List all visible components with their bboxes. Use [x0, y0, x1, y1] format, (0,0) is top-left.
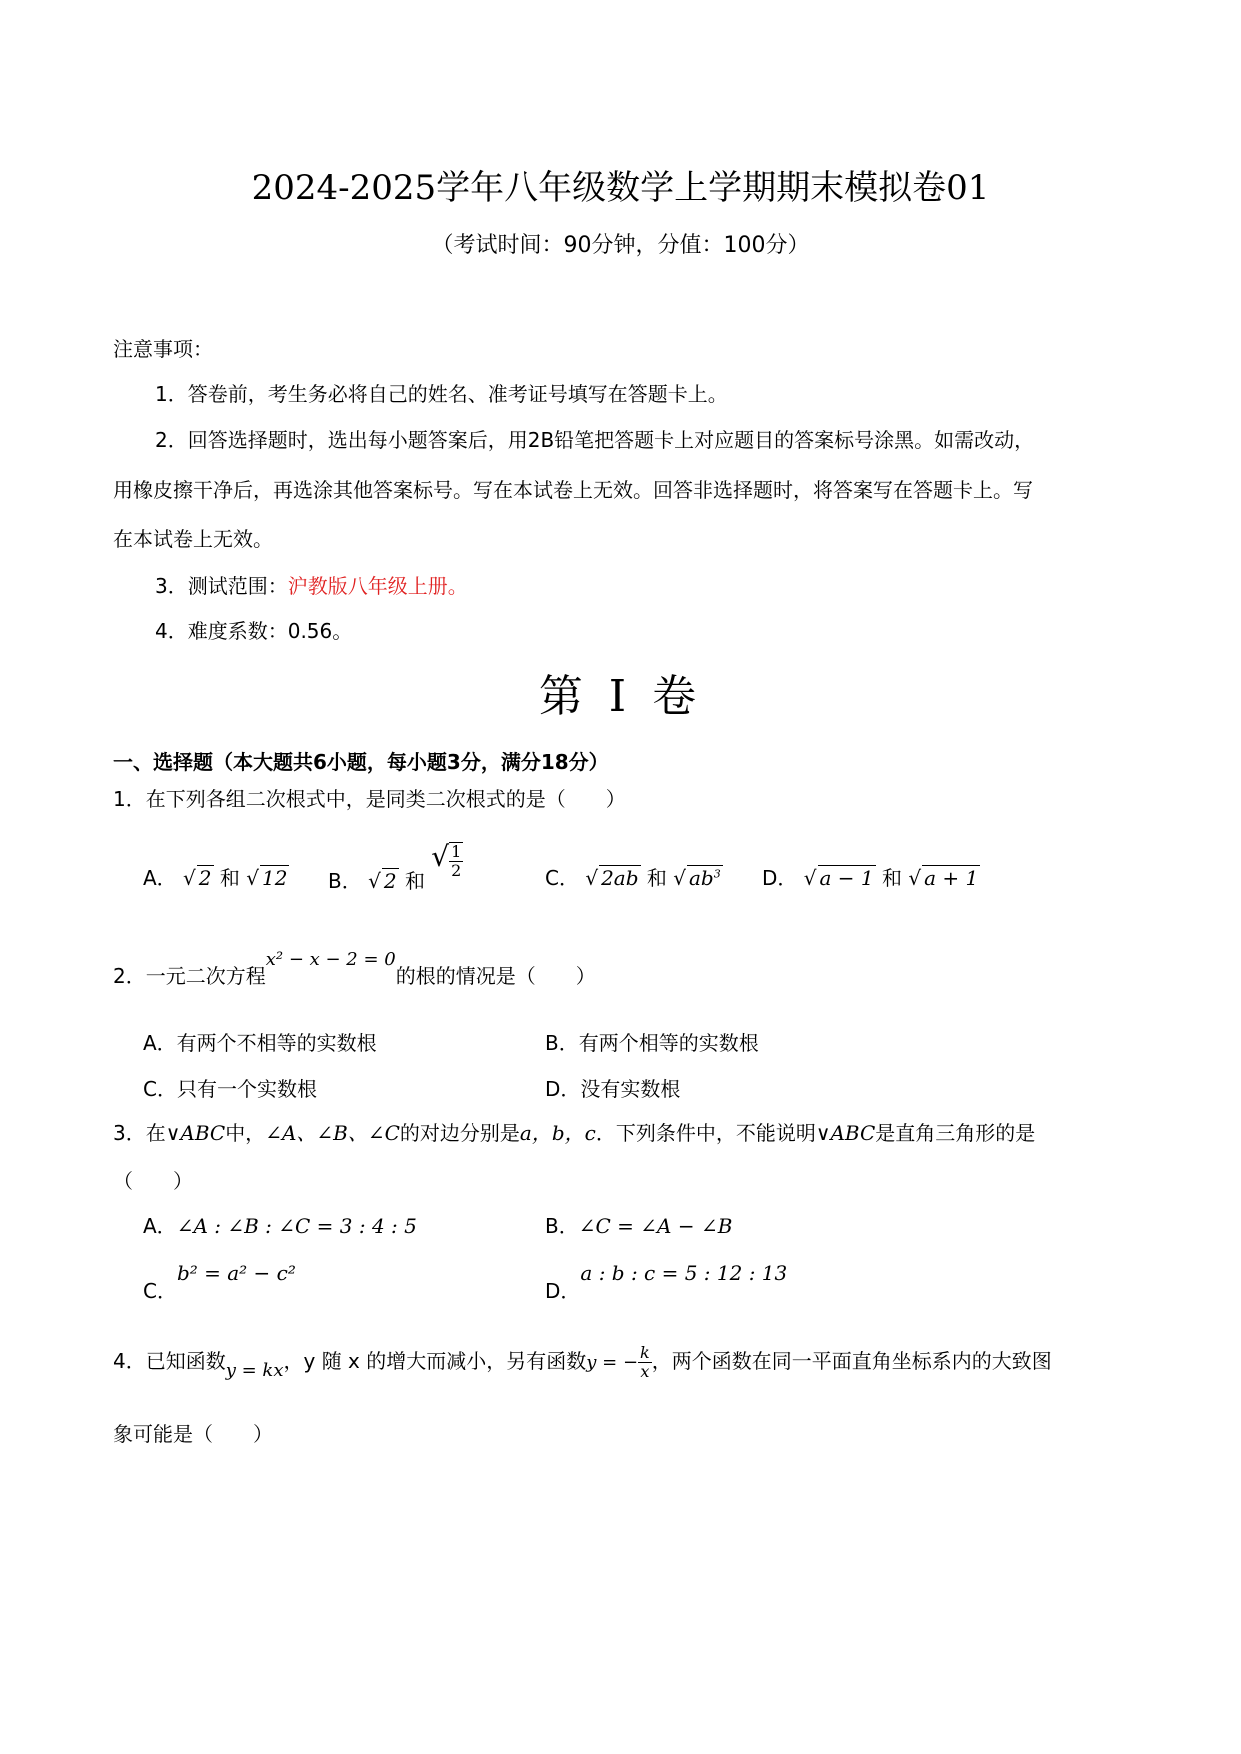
- q3-triangle-1: ∨ABC: [165, 1121, 226, 1145]
- q3-d-label: D．: [545, 1279, 581, 1303]
- q1-option-a: A． √ 2 和 √ 12: [143, 866, 288, 890]
- exam-subtitle: （考试时间：90分钟，分值：100分）: [431, 233, 810, 258]
- q1-b-num: 1: [451, 841, 462, 861]
- q3-option-d: [545, 1257, 788, 1303]
- q3-c-label: C．: [143, 1279, 177, 1303]
- q2-suffix: 的根的情况是（ ）: [395, 964, 596, 988]
- q3-triangle-2: ∨ABC: [815, 1121, 876, 1145]
- q2-option-d: D．没有实数根: [545, 1077, 681, 1101]
- q1-stem: 1．在下列各组二次根式中，是同类二次根式的是（ ）: [113, 787, 626, 811]
- note-2-line-2: 用橡皮擦干净后，再选涂其他答案标号。写在本试卷上无效。回答非选择题时，将答案写在答题卡上。写: [113, 478, 1033, 502]
- note-2-line-1: 2．回答选择题时，选出每小题答案后，用2B铅笔把答题卡上对应题目的答案标号涂黑。如需改动，: [155, 428, 1035, 452]
- q4-part-1: 4．已知函数: [113, 1349, 226, 1373]
- q3-part-2: 中，: [225, 1121, 266, 1145]
- q1-option-d: D． √ a − 1 和 √ a + 1: [762, 866, 979, 890]
- q1-b-den: 2: [451, 860, 462, 880]
- note-3: [155, 570, 468, 599]
- q3-a-label: A．: [143, 1214, 177, 1238]
- q3-part-5: 是直角三角形的是: [875, 1121, 1036, 1145]
- q3-stem: [113, 1117, 1035, 1146]
- q1-a-radicand-2: 12: [262, 866, 288, 890]
- q2-equation: x² − x − 2 = 0: [265, 949, 396, 970]
- q1-d-radicand-2: a + 1: [924, 866, 979, 890]
- q2-option-b: B．有两个相等的实数根: [545, 1031, 759, 1055]
- q1-b-fraction: [449, 842, 463, 880]
- q3-option-a: [143, 1210, 417, 1239]
- q1-c-label: C．: [545, 866, 579, 890]
- note-4: 4．难度系数：0.56。: [155, 619, 353, 643]
- q3-option-b: [545, 1210, 732, 1239]
- q1-c-radicand-2: $ab^3$: [689, 866, 721, 890]
- q2-option-c: C．只有一个实数根: [143, 1077, 317, 1101]
- q1-d-radicand-1: a − 1: [819, 866, 874, 890]
- q3-a-content: ∠A : ∠B : ∠C = 3 : 4 : 5: [176, 1214, 417, 1238]
- q1-c-and: 和: [646, 866, 667, 890]
- note-3-prefix: 3．测试范围：: [155, 574, 288, 598]
- q3-sides: a，b，c: [519, 1121, 596, 1145]
- q3-c-content: b² = a² − c²: [176, 1261, 296, 1285]
- note-2-line-3: 在本试卷上无效。: [113, 527, 273, 551]
- q1-option-b: B． √ 2 和 √ $\frac{1}{2}$: [328, 840, 462, 893]
- q4-function-2-fraction: [638, 1344, 652, 1381]
- q1-a-and: 和: [219, 866, 240, 890]
- q4-stem: [113, 1344, 1052, 1381]
- q2-prefix: 2．一元二次方程: [113, 964, 266, 988]
- q1-d-label: D．: [762, 866, 798, 890]
- q3-option-c: [143, 1257, 296, 1303]
- q1-c-radicand-2-base: ab: [689, 866, 714, 890]
- notes-heading: 注意事项：: [113, 337, 213, 361]
- q4-part-2: ，y 随 x 的增大而减小，另有函数: [283, 1349, 587, 1373]
- q1-a-label: A．: [143, 866, 177, 890]
- q1-option-c: C． √ 2ab 和 √ $ab^3$: [545, 866, 721, 890]
- exam-title: 2024-2025学年八年级数学上学期期末模拟卷01: [251, 168, 990, 208]
- q3-part-4: ．下列条件中，不能说明: [595, 1121, 816, 1145]
- q3-stem-bracket: （ ）: [113, 1169, 193, 1193]
- q1-c-radicand-1: 2ab: [601, 866, 639, 890]
- q1-d-and: 和: [882, 866, 902, 890]
- q3-angles: ∠A、∠B、∠C: [265, 1121, 400, 1145]
- q1-a-radicand-1: 2: [198, 866, 212, 890]
- q2-option-a: A．有两个不相等的实数根: [143, 1031, 377, 1055]
- q3-part-3: 的对边分别是: [399, 1121, 520, 1145]
- q3-b-label: B．: [545, 1214, 579, 1238]
- q2-stem: [113, 949, 596, 989]
- q1-b-and: 和: [404, 869, 425, 893]
- q4-f2-num: k: [640, 1343, 650, 1362]
- q3-d-content: a : b : c = 5 : 12 : 13: [580, 1261, 788, 1285]
- q3-b-content: ∠C = ∠A − ∠B: [578, 1214, 733, 1238]
- q1-b-radicand-1: 2: [383, 869, 397, 893]
- part-heading: 一、选择题（本大题共6小题，每小题3分，满分18分）: [113, 750, 609, 774]
- q1-b-label: B．: [328, 869, 362, 893]
- section-title: 第 I 卷: [538, 671, 703, 722]
- q4-part-3: ，两个函数在同一平面直角坐标系内的大致图: [651, 1349, 1052, 1373]
- q3-part-1: 3．在: [113, 1121, 166, 1145]
- q4-stem-line-2: 象可能是（ ）: [113, 1422, 273, 1446]
- note-3-range: 沪教版八年级上册。: [287, 574, 468, 598]
- q4-function-1: y = kx: [225, 1360, 284, 1381]
- q4-f2-den: x: [640, 1362, 650, 1381]
- note-1: 1．答卷前，考生务必将自己的姓名、准考证号填写在答题卡上。: [155, 382, 728, 406]
- q4-function-2-left: y = −: [586, 1352, 639, 1373]
